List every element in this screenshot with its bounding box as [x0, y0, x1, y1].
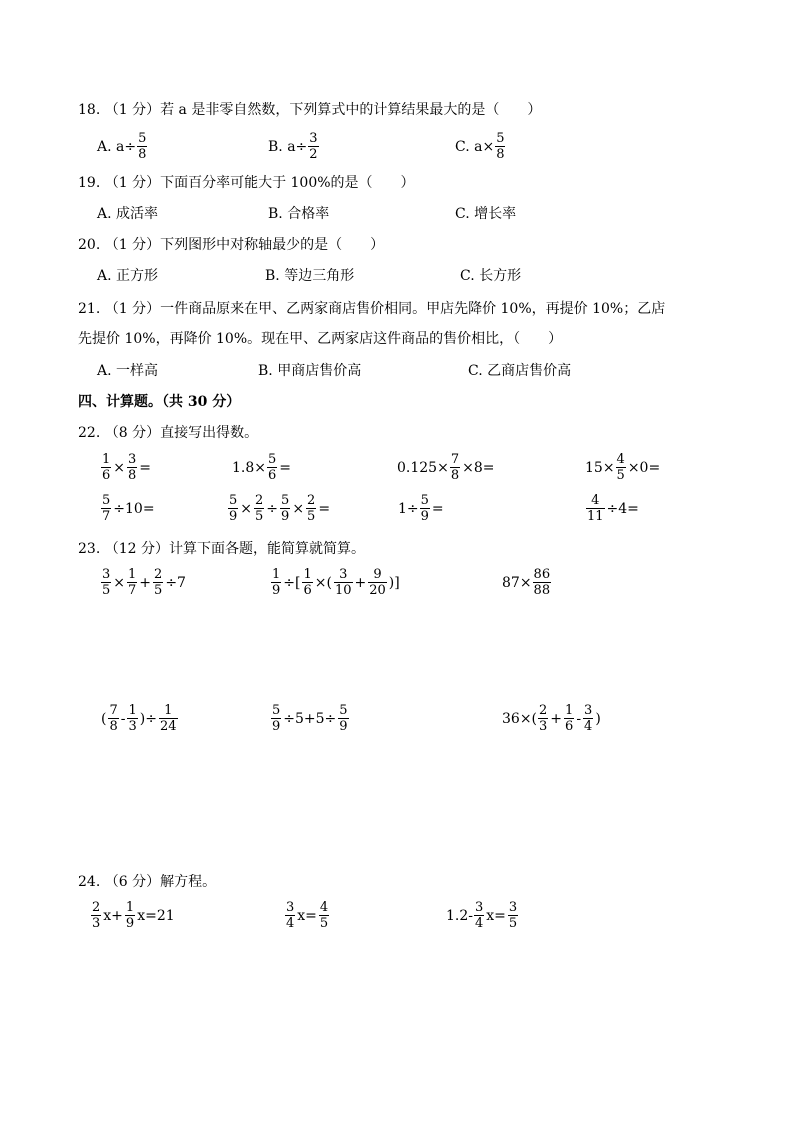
- question-18-stem: 18. （1 分）若 a 是非零自然数，下列算式中的计算结果最大的是（ ）: [78, 102, 542, 118]
- option-label: B.: [268, 138, 283, 155]
- numerator: 7: [450, 452, 460, 467]
- option-label: A.: [97, 138, 112, 155]
- expression-text: 1÷: [398, 500, 419, 517]
- fraction: [254, 493, 264, 524]
- denominator: 5: [616, 468, 625, 483]
- numerator: 3: [339, 567, 348, 582]
- denominator: 9: [272, 719, 281, 734]
- numerator: 2: [539, 703, 548, 718]
- q22-expression-7: [398, 493, 445, 524]
- numerator: 4: [319, 900, 329, 915]
- denominator: 4: [584, 719, 593, 734]
- denominator: 5: [102, 583, 111, 598]
- numerator: 3: [309, 131, 318, 146]
- fraction: [586, 493, 605, 524]
- fraction: [101, 452, 111, 483]
- operator: ÷5+5÷: [283, 710, 337, 727]
- operator: ×0=: [627, 459, 661, 476]
- expression-text: 0.125×: [397, 459, 449, 476]
- denominator: 6: [102, 468, 111, 483]
- operator: =: [139, 459, 152, 476]
- denominator: 9: [281, 509, 290, 524]
- numerator: 2: [307, 493, 316, 508]
- numerator: 7: [109, 703, 118, 718]
- fraction: [127, 567, 137, 598]
- denominator: 10: [334, 583, 352, 598]
- fraction: [306, 493, 316, 524]
- q22-expression-6: [227, 493, 331, 524]
- operator: ×: [113, 459, 126, 476]
- operator: ÷4=: [606, 500, 639, 517]
- numerator: 5: [281, 493, 290, 508]
- numerator: 3: [584, 703, 593, 718]
- question-22-stem: 22. （8 分）直接写出得数。: [78, 425, 259, 441]
- q21-option-b[interactable]: B. 甲商店售价高: [258, 363, 362, 379]
- question-19-stem: 19. （1 分）下面百分率可能大于 100%的是（ ）: [78, 175, 415, 191]
- denominator: 88: [533, 583, 551, 598]
- q18-option-a[interactable]: [97, 131, 148, 162]
- operator: ×: [292, 500, 305, 517]
- operator: =: [318, 500, 331, 517]
- denominator: 4: [475, 916, 484, 931]
- numerator: 1: [565, 703, 574, 718]
- denominator: 9: [420, 509, 429, 524]
- section-heading: 四、计算题。（共 30 分）: [78, 394, 241, 410]
- numerator: 1: [125, 900, 135, 915]
- q21-option-a[interactable]: A. 一样高: [97, 363, 159, 379]
- numerator: 5: [496, 131, 505, 146]
- q22-expression-5: [100, 493, 156, 524]
- numerator: 2: [154, 567, 163, 582]
- denominator: 20: [369, 583, 386, 598]
- expression-text: 1.8×: [232, 459, 266, 476]
- q23-expression-2: [270, 567, 401, 598]
- fraction: [271, 703, 281, 734]
- question-21-stem-line1: 21. （1 分）一件商品原来在甲、乙两家商店售价相同。甲店先降价 10%，再提价 10%；乙店: [78, 301, 666, 317]
- denominator: 8: [496, 147, 505, 162]
- q22-expression-8: [585, 493, 640, 524]
- q21-option-c[interactable]: C. 乙商店售价高: [468, 363, 572, 379]
- operator: ÷10=: [113, 500, 155, 517]
- q22-expression-3: [397, 452, 495, 483]
- operator: ÷[: [283, 574, 301, 591]
- q23-expression-1: [100, 567, 187, 598]
- q18-option-c[interactable]: [455, 131, 506, 162]
- fraction: [319, 900, 329, 931]
- operator: x=: [297, 907, 317, 924]
- denominator: 7: [102, 509, 111, 524]
- denominator: 6: [268, 468, 277, 483]
- option-label: C.: [455, 138, 470, 155]
- denominator: 8: [138, 147, 147, 162]
- q18-option-b[interactable]: [268, 131, 320, 162]
- expression-text: 36×(: [502, 710, 538, 727]
- denominator: 3: [92, 916, 101, 931]
- q22-expression-4: [585, 452, 661, 483]
- operator: ×(: [314, 574, 332, 591]
- question-24-stem: 24. （6 分）解方程。: [78, 874, 217, 890]
- operator: ×8=: [462, 459, 495, 476]
- operator: x=: [486, 907, 506, 924]
- fraction: [616, 452, 626, 483]
- q22-expression-2: [232, 452, 292, 483]
- expression-text: 87×: [502, 574, 532, 591]
- fraction: [508, 900, 518, 931]
- denominator: 11: [587, 509, 604, 524]
- denominator: 5: [508, 916, 518, 931]
- numerator: 3: [286, 900, 295, 915]
- numerator: 9: [373, 567, 382, 582]
- operator: +: [550, 710, 563, 727]
- operator: =: [279, 459, 292, 476]
- denominator: 4: [286, 916, 295, 931]
- numerator: 1: [272, 567, 281, 582]
- fraction: [101, 567, 111, 598]
- denominator: 6: [565, 719, 574, 734]
- fraction: [450, 452, 460, 483]
- denominator: 5: [154, 583, 163, 598]
- fraction: [308, 131, 318, 162]
- numerator: 5: [102, 493, 111, 508]
- numerator: 4: [616, 452, 625, 467]
- numerator: 1: [128, 567, 137, 582]
- fraction: [474, 900, 484, 931]
- operator: x+: [103, 907, 123, 924]
- numerator: 1: [128, 703, 137, 718]
- fraction: [91, 900, 101, 931]
- numerator: 3: [475, 900, 484, 915]
- denominator: 8: [450, 468, 460, 483]
- operator: -: [120, 710, 126, 727]
- fraction: [228, 493, 238, 524]
- fraction: [267, 452, 277, 483]
- numerator: 1: [102, 452, 111, 467]
- operator: (: [101, 710, 107, 727]
- numerator: 3: [508, 900, 518, 915]
- q23-expression-3: [502, 567, 552, 598]
- denominator: 24: [159, 719, 177, 734]
- numerator: 2: [92, 900, 101, 915]
- numerator: 5: [420, 493, 429, 508]
- fraction: [127, 452, 137, 483]
- numerator: 2: [255, 493, 264, 508]
- denominator: 3: [539, 719, 548, 734]
- fraction: [285, 900, 295, 931]
- fraction: [280, 493, 290, 524]
- denominator: 8: [128, 468, 137, 483]
- fraction: [302, 567, 312, 598]
- fraction: [495, 131, 505, 162]
- denominator: 5: [319, 916, 329, 931]
- question-20-stem: 20. （1 分）下列图形中对称轴最少的是（ ）: [78, 237, 385, 253]
- fraction: [127, 703, 137, 734]
- operator: +: [139, 574, 152, 591]
- q24-equation-1: [90, 900, 176, 931]
- fraction: [334, 567, 353, 598]
- numerator: 86: [533, 567, 551, 582]
- q24-equation-2: [284, 900, 330, 931]
- denominator: 9: [229, 509, 238, 524]
- q20-option-b[interactable]: B. 等边三角形: [265, 268, 355, 284]
- numerator: 5: [138, 131, 147, 146]
- denominator: 2: [309, 147, 318, 162]
- numerator: 3: [102, 567, 111, 582]
- operator: x=21: [137, 907, 175, 924]
- fraction: [583, 703, 593, 734]
- denominator: 9: [339, 719, 348, 734]
- operator: +: [354, 574, 367, 591]
- fraction: [338, 703, 348, 734]
- operator: ÷7: [165, 574, 186, 591]
- q20-option-a[interactable]: A. 正方形: [97, 268, 159, 284]
- operator: ÷: [266, 500, 279, 517]
- expression-text: 1.2-: [446, 907, 473, 924]
- denominator: 7: [128, 583, 137, 598]
- q20-option-c[interactable]: C. 长方形: [460, 268, 522, 284]
- numerator: 5: [272, 703, 281, 718]
- expression-text: a×: [474, 138, 495, 155]
- numerator: 5: [229, 493, 238, 508]
- fraction: [368, 567, 387, 598]
- numerator: 1: [303, 567, 312, 582]
- fraction: [108, 703, 118, 734]
- denominator: 8: [109, 719, 118, 734]
- fraction: [125, 900, 135, 931]
- numerator: 1: [164, 703, 173, 718]
- denominator: 3: [128, 719, 137, 734]
- fraction: [533, 567, 552, 598]
- numerator: 4: [591, 493, 600, 508]
- fraction: [420, 493, 430, 524]
- operator: -: [576, 710, 582, 727]
- q23-expression-5: [270, 703, 350, 734]
- operator: )]: [388, 574, 400, 591]
- denominator: 9: [125, 916, 135, 931]
- denominator: 9: [272, 583, 281, 598]
- operator: )÷: [139, 710, 157, 727]
- fraction: [538, 703, 548, 734]
- q19-option-b[interactable]: B. 合格率: [268, 206, 330, 222]
- operator: ×: [240, 500, 253, 517]
- numerator: 5: [268, 452, 277, 467]
- operator: ): [595, 710, 601, 727]
- denominator: 5: [307, 509, 316, 524]
- q19-option-c[interactable]: C. 增长率: [455, 206, 517, 222]
- expression-text: a÷: [287, 138, 308, 155]
- q24-equation-3: [446, 900, 519, 931]
- denominator: 5: [255, 509, 264, 524]
- fraction: [137, 131, 147, 162]
- operator: ×: [113, 574, 126, 591]
- expression-text: a÷: [116, 138, 137, 155]
- operator: =: [431, 500, 444, 517]
- numerator: 3: [128, 452, 137, 467]
- fraction: [101, 493, 111, 524]
- fraction: [159, 703, 178, 734]
- q23-expression-6: [502, 703, 602, 734]
- fraction: [271, 567, 281, 598]
- q22-expression-1: [100, 452, 152, 483]
- question-21-stem-line2: 先提价 10%，再降价 10%。现在甲、乙两家店这件商品的售价相比，（ ）: [78, 331, 563, 347]
- fraction: [564, 703, 574, 734]
- question-23-stem: 23. （12 分）计算下面各题，能简算就简算。: [78, 541, 365, 557]
- fraction: [153, 567, 163, 598]
- q23-expression-4: [100, 703, 179, 734]
- q19-option-a[interactable]: A. 成活率: [97, 206, 159, 222]
- expression-text: 15×: [585, 459, 615, 476]
- denominator: 6: [303, 583, 312, 598]
- numerator: 5: [339, 703, 348, 718]
